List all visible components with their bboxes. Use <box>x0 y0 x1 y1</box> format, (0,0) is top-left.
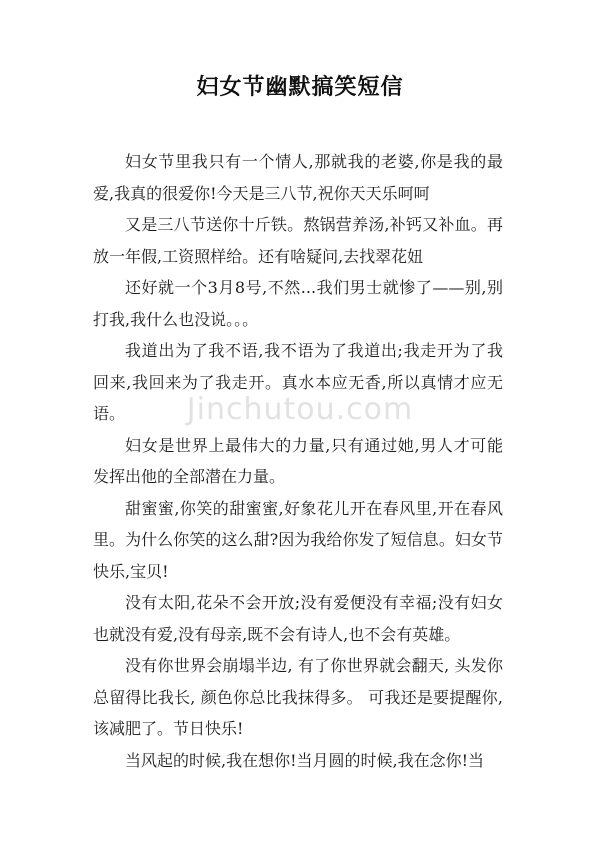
paragraph: 没有你世界会崩塌半边, 有了你世界就会翻天, 头发你总留得比我长, 颜色你总比我抹得多。 可我还是要提醒你, 该减肥了。节日快乐! <box>93 656 503 738</box>
document-body <box>93 146 503 776</box>
paragraph: 妇女是世界上最伟大的力量,只有通过她,男人才可能发挥出他的全部潜在力量。 <box>93 435 503 486</box>
paragraph: 甜蜜蜜,你笑的甜蜜蜜,好象花儿开在春风里,开在春风里。为什么你笑的这么甜?因为我给你发了短信息。妇女节快乐,宝贝! <box>93 498 503 581</box>
paragraph: 当风起的时候,我在想你!当月圆的时候,我在念你!当 <box>125 750 485 770</box>
paragraph: 妇女节里我只有一个情人,那就我的老婆,你是我的最爱,我真的很爱你!今天是三八节,祝你天天乐呵呵 <box>93 152 503 203</box>
paragraph: 还好就一个3月8号,不然...我们男士就惨了——别,别打我,我什么也没说。。。 <box>93 278 503 329</box>
watermark: Jinchutou.com <box>186 392 414 427</box>
paragraph: 又是三八节送你十斤铁。熬锅营养汤,补钙又补血。再放一年假,工资照样给。还有啥疑问,去找翠花妞 <box>93 215 503 266</box>
document-title: 妇女节幽默搞笑短信 <box>196 74 404 100</box>
paragraph: 我道出为了我不语,我不语为了我道出;我走开为了我回来,我回来为了我走开。真水本应无香,所以真情才应无语。 <box>93 341 503 423</box>
paragraph: 没有太阳,花朵不会开放;没有爱便没有幸福;没有妇女也就没有爱,没有母亲,既不会有诗人,也不会有英雄。 <box>93 593 503 644</box>
